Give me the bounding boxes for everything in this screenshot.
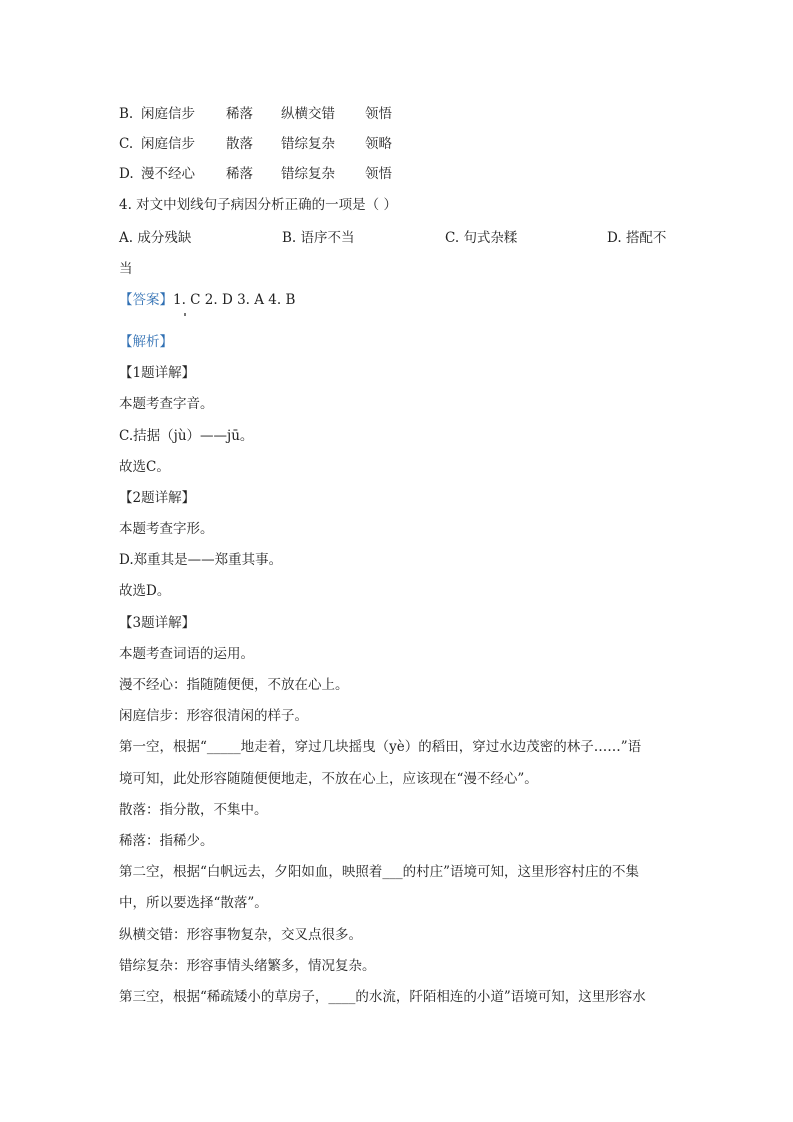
- q4-option-d: [607, 229, 666, 247]
- body-line: 本题考查字形。: [119, 521, 214, 537]
- option-word-1: 闲庭信步: [141, 136, 195, 152]
- option-text: 搭配不: [625, 230, 667, 246]
- body-line: 第二空，根据“白帆远去，夕阳如血，映照着___的村庄”语境可知，这里形容村庄的不集: [119, 864, 640, 880]
- option-word-1: 漫不经心: [141, 166, 195, 182]
- body-line: 闲庭信步：形容很清闲的样子。: [119, 708, 308, 724]
- body-line: 中，所以要选择“散落”。: [119, 895, 268, 911]
- option-word-2: 散落: [226, 136, 253, 152]
- body-line: 漫不经心：指随随便便，不放在心上。: [119, 677, 349, 693]
- answer-text: 1. C 2. D 3. A 4. B: [173, 292, 296, 308]
- section-heading-3: 【3题详解】: [119, 615, 196, 631]
- option-letter: D.: [607, 230, 622, 246]
- option-letter: A.: [119, 230, 134, 246]
- analysis-label: 【解析】: [119, 334, 173, 350]
- body-line: 第三空，根据“稀疏矮小的草房子，____的水流，阡陌相连的小道”语境可知，这里形容水: [119, 989, 646, 1005]
- option-word-4: 领略: [365, 136, 392, 152]
- q4-option-c: [445, 229, 517, 247]
- body-line: 故选D。: [119, 583, 171, 599]
- body-line: 第一空，根据“_____地走着，穿过几块摇曳（yè）的稻田，穿过水边茂密的林子……”语: [119, 739, 642, 755]
- option-letter: C.: [445, 230, 460, 246]
- option-letter: B.: [119, 106, 134, 122]
- body-line: D.郑重其是——郑重其事。: [119, 552, 283, 568]
- answer-label: 【答案】: [119, 292, 173, 308]
- q4-option-a: [119, 229, 191, 247]
- body-line: 本题考查词语的运用。: [119, 646, 254, 662]
- option-word-4: 领悟: [365, 166, 392, 182]
- body-line: 纵横交错：形容事物复杂，交叉点很多。: [119, 927, 362, 943]
- option-word-3: 错综复杂: [281, 136, 335, 152]
- section-heading-1: 【1题详解】: [119, 365, 196, 381]
- option-letter: B.: [282, 230, 297, 246]
- body-line: C.拮据（jù）——jū。: [119, 428, 254, 444]
- option-word-1: 闲庭信步: [141, 106, 195, 122]
- option-word-4: 领悟: [365, 106, 392, 122]
- section-heading-2: 【2题详解】: [119, 490, 196, 506]
- body-line: 稀落：指稀少。: [119, 833, 214, 849]
- option-text: 语序不当: [300, 230, 355, 246]
- option-text: 成分残缺: [137, 230, 192, 246]
- option-word-2: 稀落: [226, 106, 253, 122]
- option-letter: C.: [119, 136, 134, 152]
- option-word-3: 错综复杂: [281, 166, 335, 182]
- body-line: 境可知，此处形容随随便便地走，不放在心上，应该现在“漫不经心”。: [119, 771, 538, 787]
- q4-option-b: [282, 229, 355, 247]
- body-line: 本题考查字音。: [119, 396, 214, 412]
- option-word-3: 纵横交错: [281, 106, 335, 122]
- question-4-stem: 4. 对文中划线句子病因分析正确的一项是（ ）: [119, 197, 397, 213]
- body-line: 故选C。: [119, 459, 170, 475]
- stray-mark: [184, 313, 186, 316]
- option-text: 句式杂糅: [463, 230, 518, 246]
- body-line: 错综复杂：形容事情头绪繁多，情况复杂。: [119, 958, 376, 974]
- option-word-2: 稀落: [226, 166, 253, 182]
- option-letter: D.: [119, 166, 134, 182]
- body-line: 散落：指分散，不集中。: [119, 802, 268, 818]
- q4-option-d-wrap: 当: [119, 261, 133, 277]
- answer-line: [119, 291, 295, 309]
